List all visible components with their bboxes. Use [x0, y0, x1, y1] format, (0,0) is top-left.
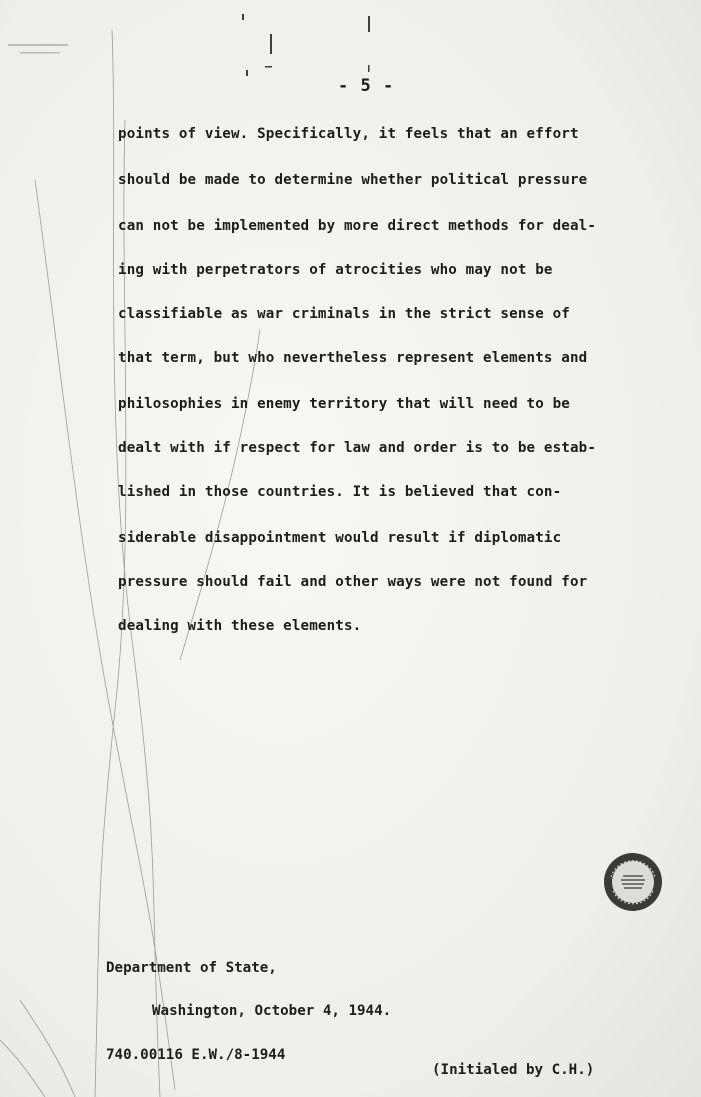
- paragraph-line: pressure should fail and other ways were not found for: [118, 574, 588, 590]
- paragraph-line: dealt with if respect for law and order is to be estab-: [118, 440, 597, 456]
- paragraph-line: dealing with these elements.: [118, 618, 362, 634]
- paragraph-line: classifiable as war criminals in the strict sense of: [118, 306, 570, 322]
- file-number: 740.00116 E.W./8-1944: [106, 1047, 286, 1063]
- signature-department: Department of State,: [106, 960, 277, 976]
- paragraph-line: lished in those countries. It is believed that con-: [118, 484, 562, 500]
- archive-stamp: [602, 851, 664, 913]
- page-number: - 5 -: [338, 76, 395, 96]
- signature-place-date: Washington, October 4, 1944.: [152, 1003, 392, 1019]
- paragraph-line: philosophies in enemy territory that will need to be: [118, 396, 570, 412]
- paragraph-line: points of view. Specifically, it feels that an effort: [118, 126, 579, 142]
- initials-note: (Initialed by C.H.): [432, 1062, 595, 1078]
- paragraph-line: ing with perpetrators of atrocities who may not be: [118, 262, 553, 278]
- paragraph-line: should be made to determine whether political pressure: [118, 172, 588, 188]
- paragraph-line: can not be implemented by more direct methods for deal-: [118, 218, 597, 234]
- paragraph-line: that term, but who nevertheless represent elements and: [118, 350, 588, 366]
- paragraph-line: siderable disappointment would result if diplomatic: [118, 530, 562, 546]
